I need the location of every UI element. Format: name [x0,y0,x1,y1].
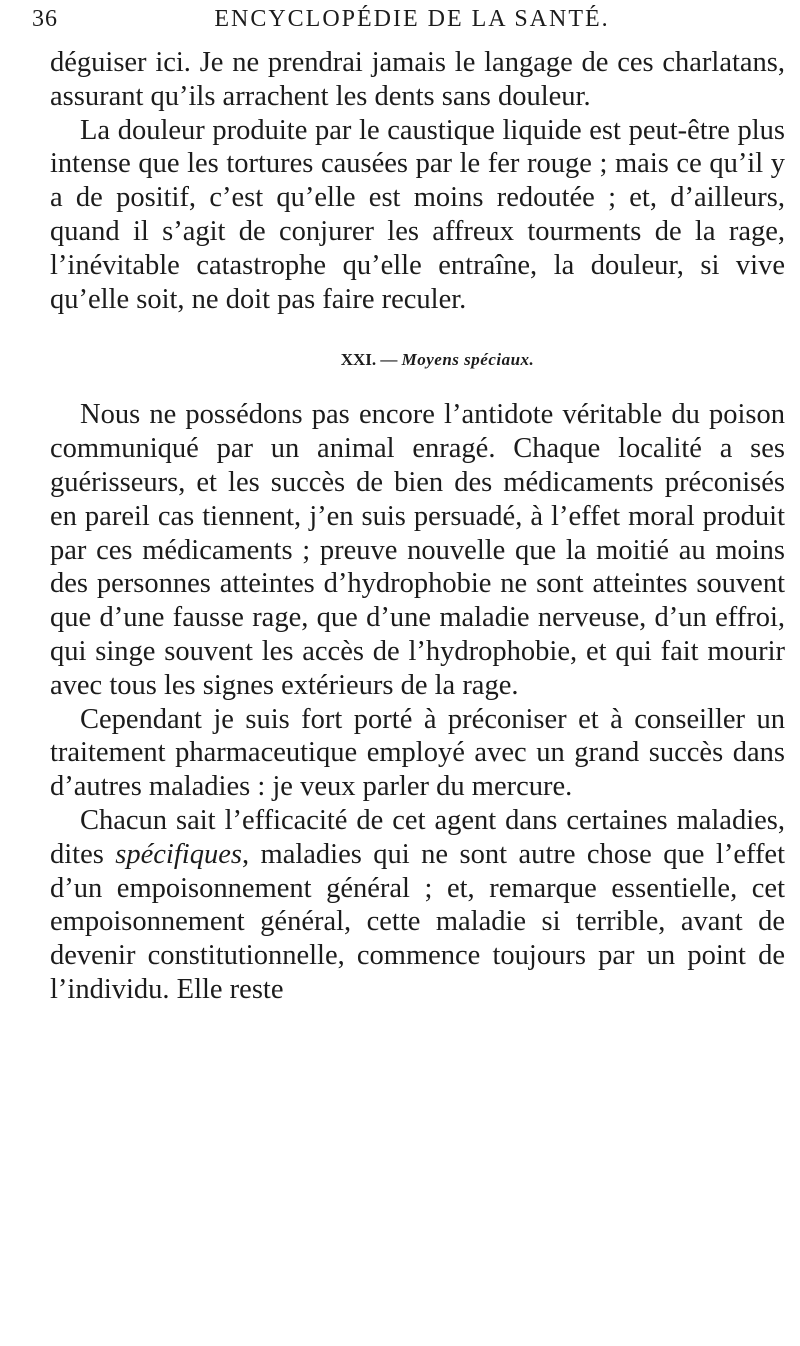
paragraph-efficacite-start: Chacun sait l’efficacité de cet agent dans certaines maladies, dites [50,804,785,870]
section-heading [50,348,785,372]
paragraph-continuation: déguiser ici. Je ne prendrai jamais le langage de ces charlatans, assurant qu’ils arrachent les dents sans douleur. [50,47,785,112]
section-title: Moyens spéciaux. [401,350,535,370]
running-title: ENCYCLOPÉDIE DE LA SANTÉ. [214,6,610,32]
section-number: XXI. [340,350,377,370]
page-number: 36 [32,6,58,32]
section-separator: — [380,350,398,370]
paragraph-douleur: La douleur produite par le caustique liquide est peut-être plus intense que les tortures causées par le fer rouge ; mais ce qu’il y a de positif, c’est qu’elle est moins redoutée ; et, d’ailleurs, quand il s’agit de conjurer les affreux tourments de la rage, l’inévitable catastrophe qu’elle entraîne, la douleur, si vive qu’elle soit, ne doit pas faire reculer. [50,114,785,315]
page-header [32,6,782,46]
body-text [50,46,785,1007]
paragraph-antidote: Nous ne possédons pas encore l’antidote véritable du poison communiqué par un animal enragé. Chaque localité a ses guérisseurs, et les succès de bien des médicaments préconisés en pareil cas tiennent, j’en suis persuadé, à l’effet moral produit par ces médicaments ; preuve nouvelle que la moitié au moins des personnes atteintes d’hydrophobie ne sont atteintes souvent que d’une fausse rage, que d’une maladie nerveuse, d’un effroi, qui singe souvent les accès de l’hydrophobie, et qui fait mourir avec tous les signes extérieurs de la rage. [50,399,785,701]
paragraph-mercure: Cependant je suis fort porté à préconiser et à conseiller un traitement pharmaceutique employé avec un grand succès dans d’autres maladies : je veux parler du mercure. [50,703,785,803]
paragraph-efficacite-end: , maladies qui ne sont autre chose que l’effet d’un empoisonnement général ; et, remarque essentielle, cet empoisonnement général, cette maladie si terrible, avant de devenir constitutionnelle, commence toujours par un point de l’individu. Elle reste [50,838,785,1005]
paragraph-efficacite [50,804,785,1007]
emphasis-specifiques: spécifiques [115,838,242,870]
